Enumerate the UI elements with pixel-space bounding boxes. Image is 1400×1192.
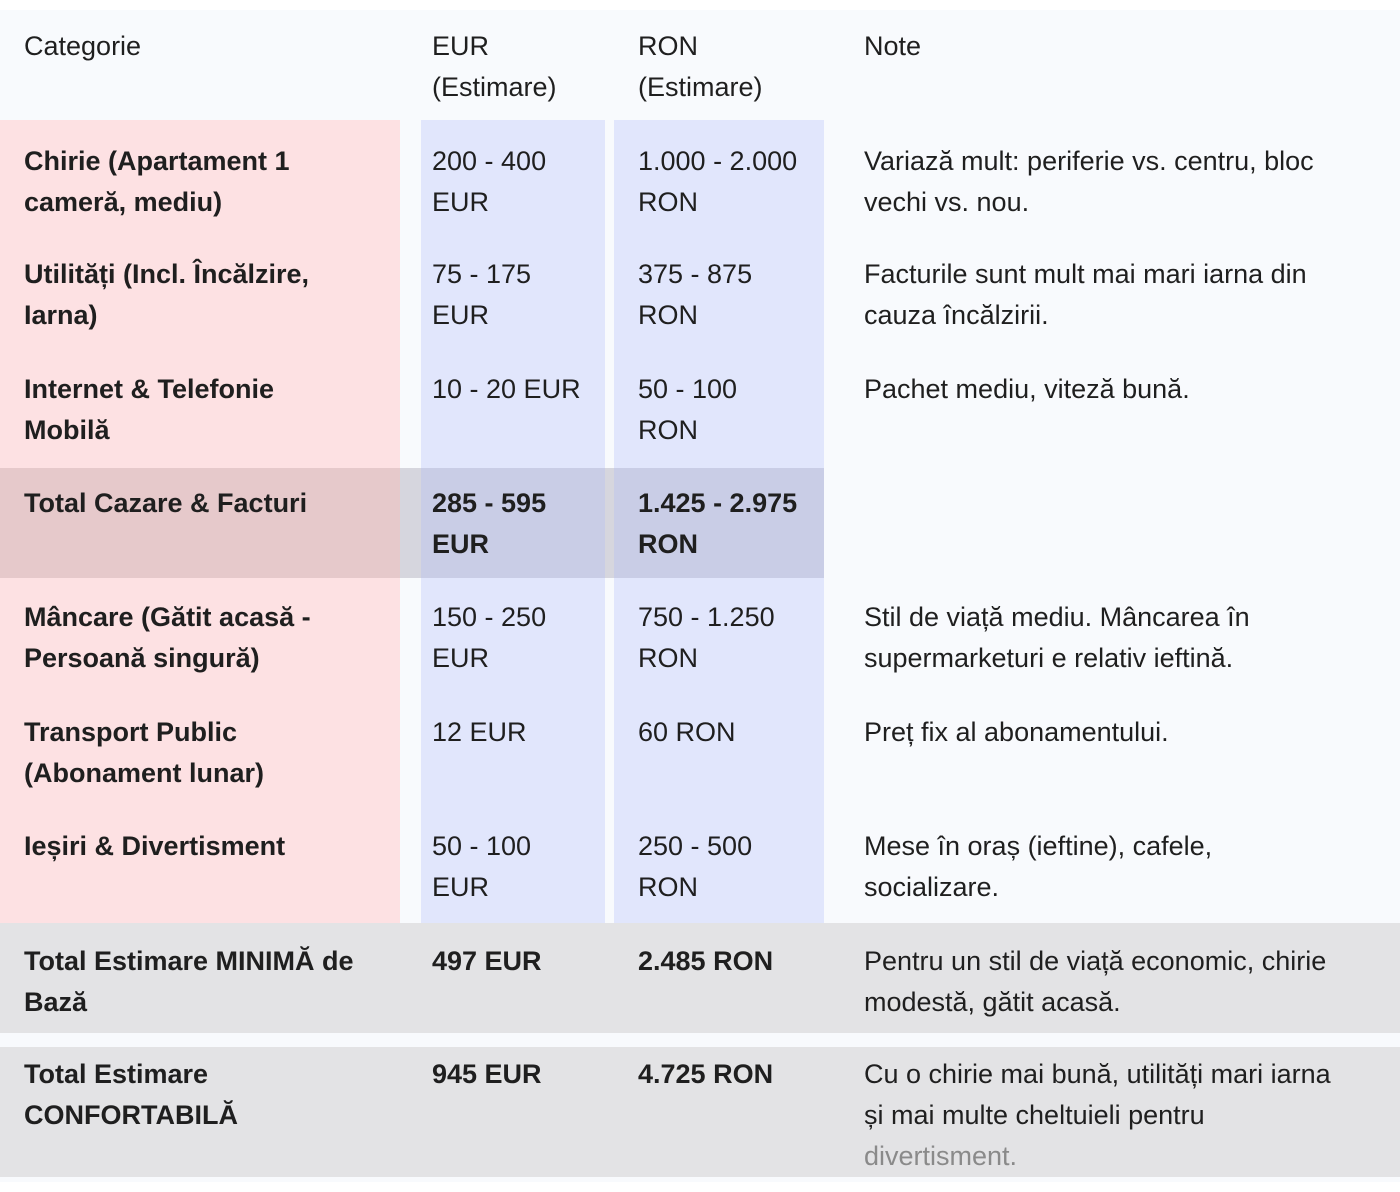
row-category: Mâncare (Gătit acasă - Persoană singură) (24, 602, 311, 673)
row-eur: 50 - 100 EUR (432, 831, 532, 902)
header-category: Categorie (24, 31, 142, 61)
subtotal-category: Total Cazare & Facturi (24, 488, 308, 518)
total-comfortable-eur: 945 EUR (432, 1059, 542, 1089)
total-comfortable-note-line1: Cu o chirie mai bună, utilități mari iarna (864, 1059, 1331, 1089)
subtotal-eur: 285 - 595 EUR (432, 488, 547, 559)
header-eur-line1: EUR (432, 31, 490, 61)
total-comfortable-category: Total Estimare CONFORTABILĂ (24, 1059, 238, 1130)
row-eur: 10 - 20 EUR (432, 374, 581, 404)
row-note: Pachet mediu, viteză bună. (864, 374, 1190, 404)
row-category: Utilități (Incl. Încălzire, Iarna) (24, 259, 310, 330)
subtotal-ron: 1.425 - 2.975 RON (638, 488, 798, 559)
row-category: Ieșiri & Divertisment (24, 831, 286, 861)
row-eur: 200 - 400 EUR (432, 146, 547, 217)
header-eur (432, 26, 612, 108)
total-comfortable-note-line3: divertisment. (864, 1141, 1018, 1171)
total-comfortable-note-line2: și mai multe cheltuieli pentru (864, 1100, 1205, 1130)
total-minimum-category: Total Estimare MINIMĂ de Bază (24, 946, 354, 1017)
row-ron: 60 RON (638, 717, 736, 747)
row-note: Variază mult: periferie vs. centru, bloc vechi vs. nou. (864, 146, 1314, 217)
row-eur: 75 - 175 EUR (432, 259, 532, 330)
row-category: Internet & Telefonie Mobilă (24, 374, 275, 445)
header-eur-line2: (Estimare) (432, 72, 557, 102)
total-minimum-eur: 497 EUR (432, 946, 542, 976)
row-category: Transport Public (Abonament lunar) (24, 717, 264, 788)
row-category: Chirie (Apartament 1 cameră, mediu) (24, 146, 290, 217)
subtotal-row-shade-gap (400, 468, 421, 578)
header-ron-line2: (Estimare) (638, 72, 763, 102)
header-ron (638, 26, 828, 108)
row-note: Mese în oraș (ieftine), cafele, socializare. (864, 831, 1213, 902)
row-ron: 375 - 875 RON (638, 259, 753, 330)
row-note: Preț fix al abonamentului. (864, 717, 1169, 747)
row-ron: 50 - 100 RON (638, 374, 738, 445)
row-eur: 150 - 250 EUR (432, 602, 547, 673)
row-note: Facturile sunt mult mai mari iarna din cauza încălzirii. (864, 259, 1307, 330)
subtotal-row-shade-gap2 (605, 468, 614, 578)
row-ron: 1.000 - 2.000 RON (638, 146, 798, 217)
header-ron-line1: RON (638, 31, 698, 61)
total-minimum-note: Pentru un stil de viață economic, chirie modestă, gătit acasă. (864, 946, 1327, 1017)
total-minimum-ron: 2.485 RON (638, 946, 774, 976)
total-comfortable-note (864, 1054, 1394, 1177)
row-eur: 12 EUR (432, 717, 527, 747)
total-comfortable-ron: 4.725 RON (638, 1059, 774, 1089)
header-notes: Note (864, 31, 922, 61)
row-note: Stil de viață mediu. Mâncarea în supermarketuri e relativ ieftină. (864, 602, 1250, 673)
row-ron: 250 - 500 RON (638, 831, 753, 902)
row-ron: 750 - 1.250 RON (638, 602, 775, 673)
